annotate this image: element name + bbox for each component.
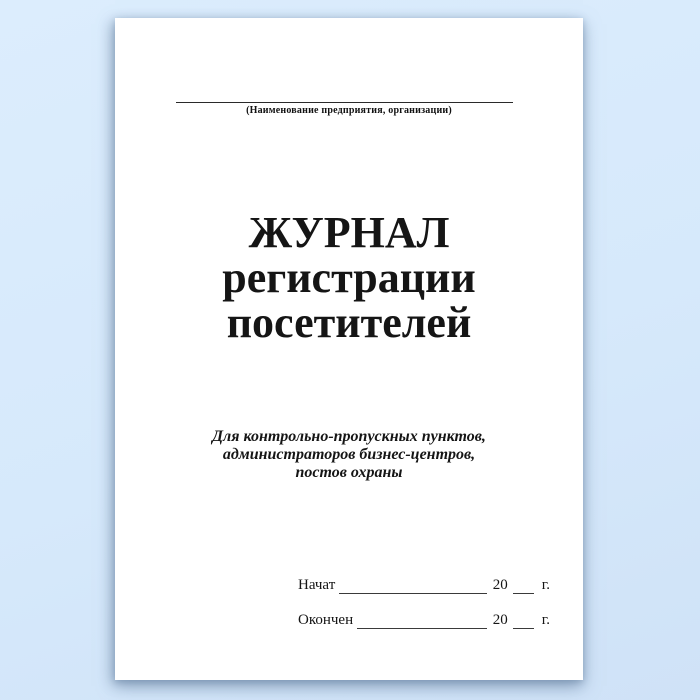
started-year-blank-line xyxy=(513,576,534,594)
finished-year-suffix: г. xyxy=(541,612,550,628)
finished-year-blank-line xyxy=(513,611,534,629)
journal-subtitle-line2: администраторов бизнес-центров, xyxy=(222,446,476,463)
started-year-prefix: 20 xyxy=(492,577,508,593)
date-rows xyxy=(298,574,550,644)
started-year-suffix: г. xyxy=(541,577,550,593)
journal-subtitle xyxy=(115,428,583,482)
journal-cover-sheet xyxy=(115,18,583,680)
journal-title-line1: ЖУРНАЛ xyxy=(248,208,450,257)
started-date-blank-line xyxy=(339,576,487,594)
journal-subtitle-line3: постов охраны xyxy=(295,464,403,481)
started-label: Начат xyxy=(298,577,336,593)
journal-title-line3: посетителей xyxy=(226,298,472,347)
journal-title xyxy=(115,210,583,345)
journal-title-line2: регистрации xyxy=(222,253,476,302)
started-row xyxy=(298,574,550,594)
organization-name-caption: (Наименование предприятия, организации) xyxy=(246,105,452,116)
journal-subtitle-line1: Для контрольно-пропускных пунктов, xyxy=(212,428,486,445)
finished-label: Окончен xyxy=(298,612,354,628)
organization-name-blank-line xyxy=(176,86,513,103)
finished-row xyxy=(298,609,550,629)
finished-year-prefix: 20 xyxy=(492,612,508,628)
finished-date-blank-line xyxy=(357,611,487,629)
